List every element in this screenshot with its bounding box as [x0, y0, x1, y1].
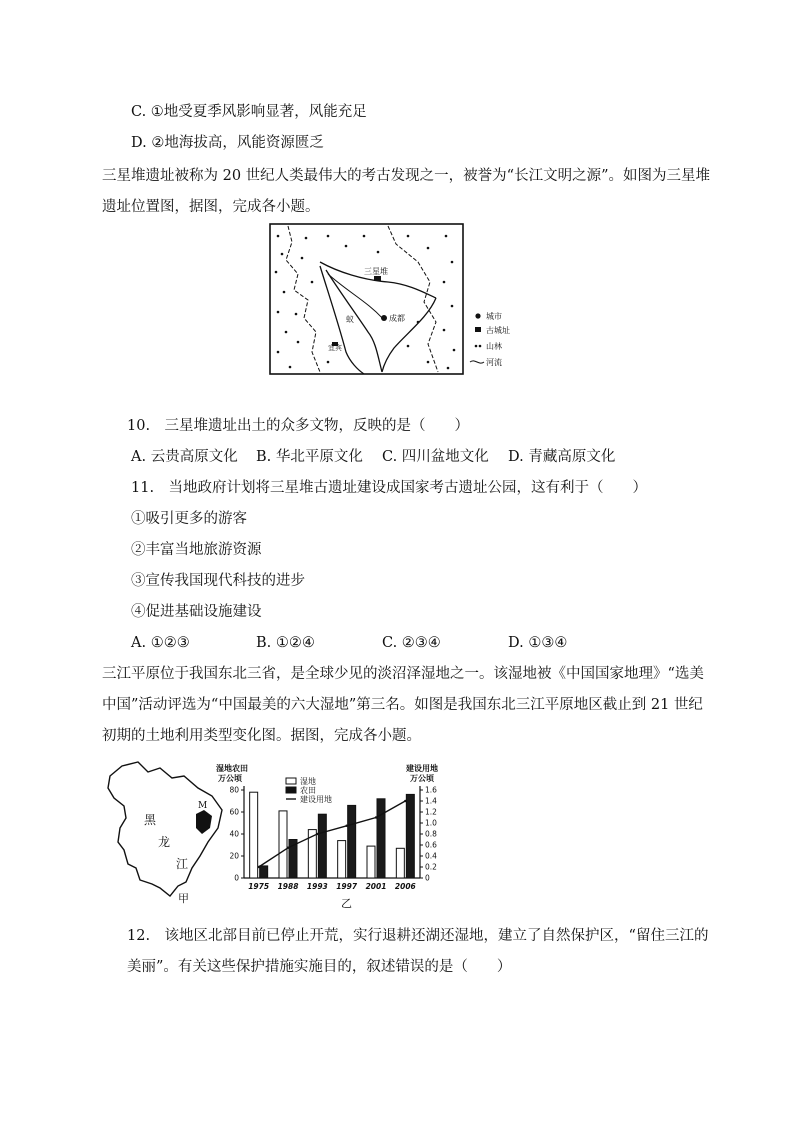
point-construction-land	[375, 816, 377, 818]
city-label: 成都	[389, 314, 405, 323]
y-right-tick-label: 0.8	[425, 829, 437, 839]
bar-wetland	[250, 792, 258, 878]
x-tick-label: 1988	[277, 882, 299, 891]
x-tick-label: 2006	[394, 882, 416, 891]
prev-option-d: D. ②地海拔高，风能资源匮乏	[131, 135, 324, 151]
y-right-tick-label: 0.4	[425, 851, 437, 861]
legend-wetland-swatch	[286, 778, 296, 784]
map-legend	[470, 311, 510, 367]
y-left-tick-label: 0	[234, 873, 239, 883]
sanxingdui-map	[268, 222, 528, 378]
x-tick-label: 1993	[306, 882, 328, 891]
y-right-tick-label: 1.2	[425, 807, 437, 817]
legend-farmland-label: 农田	[300, 786, 316, 795]
site-label: 三星堆	[364, 267, 388, 276]
bar-wetland	[338, 841, 346, 878]
intro1-line2: 遗址位置图，据图，完成各小题。	[102, 199, 320, 215]
q11-option-d[interactable]: D. ①③④	[508, 635, 568, 651]
q11-item-2: ②丰富当地旅游资源	[131, 542, 262, 558]
point-construction-land	[316, 833, 318, 835]
q12-line1: 12. 该地区北部目前已停止开荒，实行退耕还湖还湿地，建立了自然保护区，“留住三江的	[127, 928, 709, 944]
province-char-2: 龙	[158, 835, 171, 849]
y-right-label-1: 建设用地	[406, 763, 438, 773]
town-label: 宜宾	[328, 344, 342, 352]
x-tick-label: 1997	[336, 882, 358, 891]
y-right-tick-label: 1.4	[425, 796, 437, 806]
heilongjiang-map	[100, 758, 232, 908]
q12-line2: 美丽”。有关这些保护措施实施目的，叙述错误的是（ ）	[127, 959, 512, 975]
x-tick-label: 1975	[248, 882, 270, 891]
y-right-tick-label: 0.2	[425, 862, 437, 872]
province-char-1: 黑	[144, 813, 157, 827]
province-char-3: 江	[176, 857, 189, 871]
q10-option-c[interactable]: C. 四川盆地文化	[382, 449, 489, 465]
y-left-tick-label: 20	[229, 851, 239, 861]
q11-stem: 11. 当地政府计划将三星堆古遗址建设成国家考古遗址公园，这有利于（ ）	[131, 480, 648, 496]
map-caption-jia: 甲	[178, 892, 189, 905]
legend-forest: 山林	[486, 342, 502, 351]
legend-city: 城市	[486, 312, 502, 321]
bar-farmland	[406, 794, 414, 878]
q10-option-a[interactable]: A. 云贵高原文化	[131, 449, 238, 465]
intro2-line2: 中国”活动评选为“中国最美的六大湿地”第三名。如图是我国东北三江平原地区截止到 21 世纪	[102, 697, 703, 713]
bar-wetland	[396, 848, 404, 878]
legend-construction-label: 建设用地	[300, 795, 332, 804]
y-right-tick-label: 1.6	[425, 785, 437, 795]
y-right-label-2: 万公顷	[410, 773, 434, 783]
marker-m: M	[198, 801, 208, 811]
q11-option-b[interactable]: B. ①②④	[256, 635, 315, 651]
basin-label: 蚁	[346, 315, 354, 324]
bar-farmland	[377, 799, 385, 878]
chart-caption-yi: 乙	[341, 897, 352, 910]
land-use-chart	[214, 762, 446, 910]
y-left-tick-label: 80	[229, 785, 239, 795]
q11-item-1: ①吸引更多的游客	[131, 511, 247, 527]
intro1-line1: 三星堆遗址被称为 20 世纪人类最伟大的考古发现之一，被誉为“长江文明之源”。如图为三星堆	[102, 168, 710, 184]
y-right-tick-label: 0	[425, 873, 430, 883]
bar-wetland	[367, 846, 375, 878]
point-construction-land	[257, 866, 259, 868]
q11-item-3: ③宣传我国现代科技的进步	[131, 573, 305, 589]
x-tick-label: 2001	[365, 882, 387, 891]
intro2-line3: 初期的土地利用类型变化图。据图，完成各小题。	[102, 728, 421, 744]
y-left-tick-label: 60	[229, 807, 239, 817]
legend-wetland-label: 湿地	[300, 777, 316, 786]
bar-farmland	[260, 866, 268, 878]
legend-farmland-swatch	[286, 787, 296, 793]
legend-river: 河流	[486, 358, 502, 367]
y-left-label-2: 万公顷	[218, 773, 242, 783]
bar-wetland	[279, 811, 287, 878]
y-right-tick-label: 0.6	[425, 840, 437, 850]
point-construction-land	[404, 800, 406, 802]
bar-farmland	[348, 805, 356, 878]
y-left-tick-label: 40	[229, 829, 239, 839]
q10-option-d[interactable]: D. 青藏高原文化	[508, 449, 616, 465]
bar-farmland	[318, 814, 326, 878]
prev-option-c: C. ①地受夏季风影响显著，风能充足	[131, 104, 367, 120]
q10-stem: 10. 三星堆遗址出土的众多文物，反映的是（ ）	[127, 418, 470, 434]
y-left-label-1: 湿地农田	[216, 763, 248, 773]
y-right-tick-label: 1.0	[425, 818, 437, 828]
legend-ancient-city: 古城址	[486, 326, 510, 335]
q11-item-4: ④促进基础设施建设	[131, 604, 262, 620]
q10-option-b[interactable]: B. 华北平原文化	[256, 449, 363, 465]
q11-option-c[interactable]: C. ②③④	[382, 635, 441, 651]
point-construction-land	[345, 825, 347, 827]
intro2-line1: 三江平原位于我国东北三省，是全球少见的淡沼泽湿地之一。该湿地被《中国国家地理》“选美	[102, 666, 704, 682]
q11-option-a[interactable]: A. ①②③	[131, 635, 190, 651]
point-construction-land	[287, 847, 289, 849]
